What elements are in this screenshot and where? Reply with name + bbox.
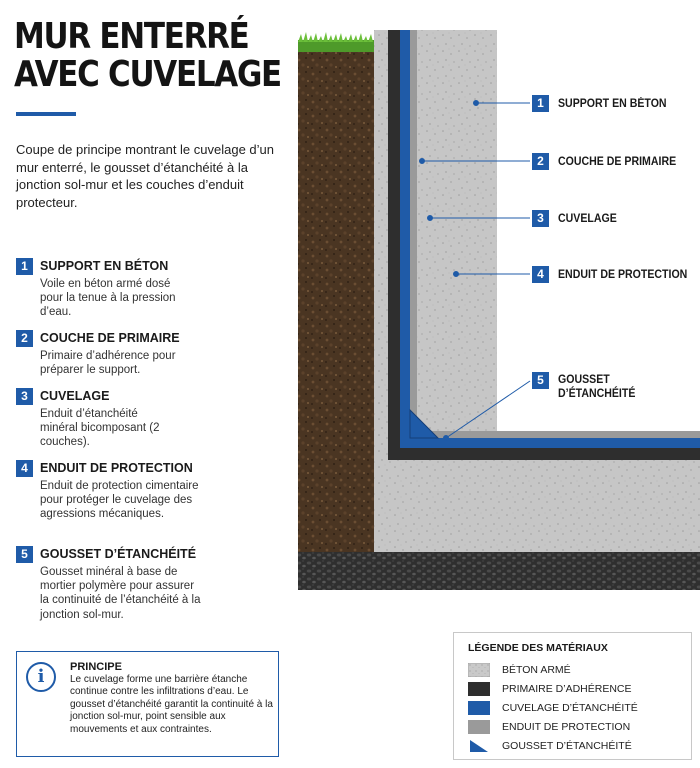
grass (298, 32, 374, 52)
legend-item-description: Enduit de protection cimentaire pour protéger le cuvelage des agressions mécaniques. (40, 480, 199, 521)
legend-item-title: COUCHE DE PRIMAIRE (40, 331, 180, 345)
callout-label-cuvelage: CUVELAGE (558, 213, 617, 225)
title-underline (16, 112, 76, 116)
number-badge: 5 (16, 546, 33, 563)
number-badge: 1 (16, 258, 33, 275)
material-row-gousset (468, 739, 688, 753)
legend-item-title: CUVELAGE (40, 389, 110, 403)
callout-label-primaire: COUCHE DE PRIMAIRE (558, 156, 677, 168)
legend-item-description: Primaire d’adhérence pour préparer le support. (40, 350, 176, 377)
soil (298, 50, 374, 590)
legend-item-description: Voile en béton armé dosé pour la tenue à la pression d’eau. (40, 278, 176, 319)
info-icon: i (26, 662, 56, 692)
material-row-enduit (468, 720, 688, 734)
protection-swatch (468, 720, 490, 734)
callout-badge-2: 2 (532, 153, 549, 170)
intro-text: Coupe de principe montrant le cuvelage d’un mur enterré, le gousset d’étanchéité à la jonction sol-mur et les couches d’enduit protecteur. (16, 142, 275, 210)
callout-badge-3: 3 (532, 210, 549, 227)
callout-badge-5: 5 (532, 372, 549, 389)
principe-box (16, 651, 279, 757)
callout-label-gousset-line1: GOUSSET (558, 374, 610, 386)
number-badge: 4 (16, 460, 33, 477)
callout-label-support: SUPPORT EN BÉTON (558, 98, 667, 110)
concrete-swatch (468, 663, 490, 677)
number-badge: 3 (16, 388, 33, 405)
callout-badge-1: 1 (532, 95, 549, 112)
wall-section-diagram (296, 0, 700, 600)
legend-item-description: Gousset minéral à base de mortier polymère pour assurer la continuité de l’étanchéité à la jonction sol-mur. (40, 566, 201, 621)
legend-item-title: SUPPORT EN BÉTON (40, 259, 169, 273)
title-line-1: MUR ENTERRÉ (14, 16, 249, 57)
materials-legend (453, 632, 692, 760)
concrete-slab (497, 30, 700, 431)
material-label: BÉTON ARMÉ (502, 664, 571, 676)
material-label: GOUSSET D’ÉTANCHÉITÉ (502, 740, 632, 752)
primer-swatch (468, 682, 490, 696)
gravel-base (298, 552, 700, 590)
legend-item-description: Enduit d’étanchéité minéral bicomposant (2 couches). (40, 408, 160, 449)
gousset-swatch (468, 739, 490, 753)
callout-badge-4: 4 (532, 266, 549, 283)
material-label: ENDUIT DE PROTECTION (502, 721, 631, 733)
concrete-wall (417, 30, 497, 431)
callout-label-enduit: ENDUIT DE PROTECTION (558, 269, 688, 281)
number-badge: 2 (16, 330, 33, 347)
materials-legend-title: LÉGENDE DES MATÉRIAUX (468, 642, 608, 654)
legend-item-title: GOUSSET D’ÉTANCHÉITÉ (40, 547, 197, 561)
callout-label-gousset (558, 373, 635, 401)
material-row-primaire (468, 682, 688, 696)
page-title (14, 16, 281, 95)
left-column (0, 0, 290, 768)
cuvelage-swatch (468, 701, 490, 715)
principe-title: PRINCIPE (70, 661, 122, 673)
material-row-beton (468, 663, 688, 677)
material-label: CUVELAGE D’ÉTANCHÉITÉ (502, 702, 638, 714)
callout-label-gousset-line2: D’ÉTANCHÉITÉ (558, 388, 636, 400)
principe-text: Le cuvelage forme une barrière étanche continue contre les infiltrations d’eau. Le gousset d’étanchéité garantit la continuité à la jonction sol-mur, point sensible aux mouvements et aux contraintes. (70, 674, 273, 735)
title-line-2: AVEC CUVELAGE (14, 54, 281, 95)
material-row-cuvelage (468, 701, 688, 715)
legend-item-title: ENDUIT DE PROTECTION (40, 461, 193, 475)
material-label: PRIMAIRE D’ADHÉRENCE (502, 683, 632, 695)
